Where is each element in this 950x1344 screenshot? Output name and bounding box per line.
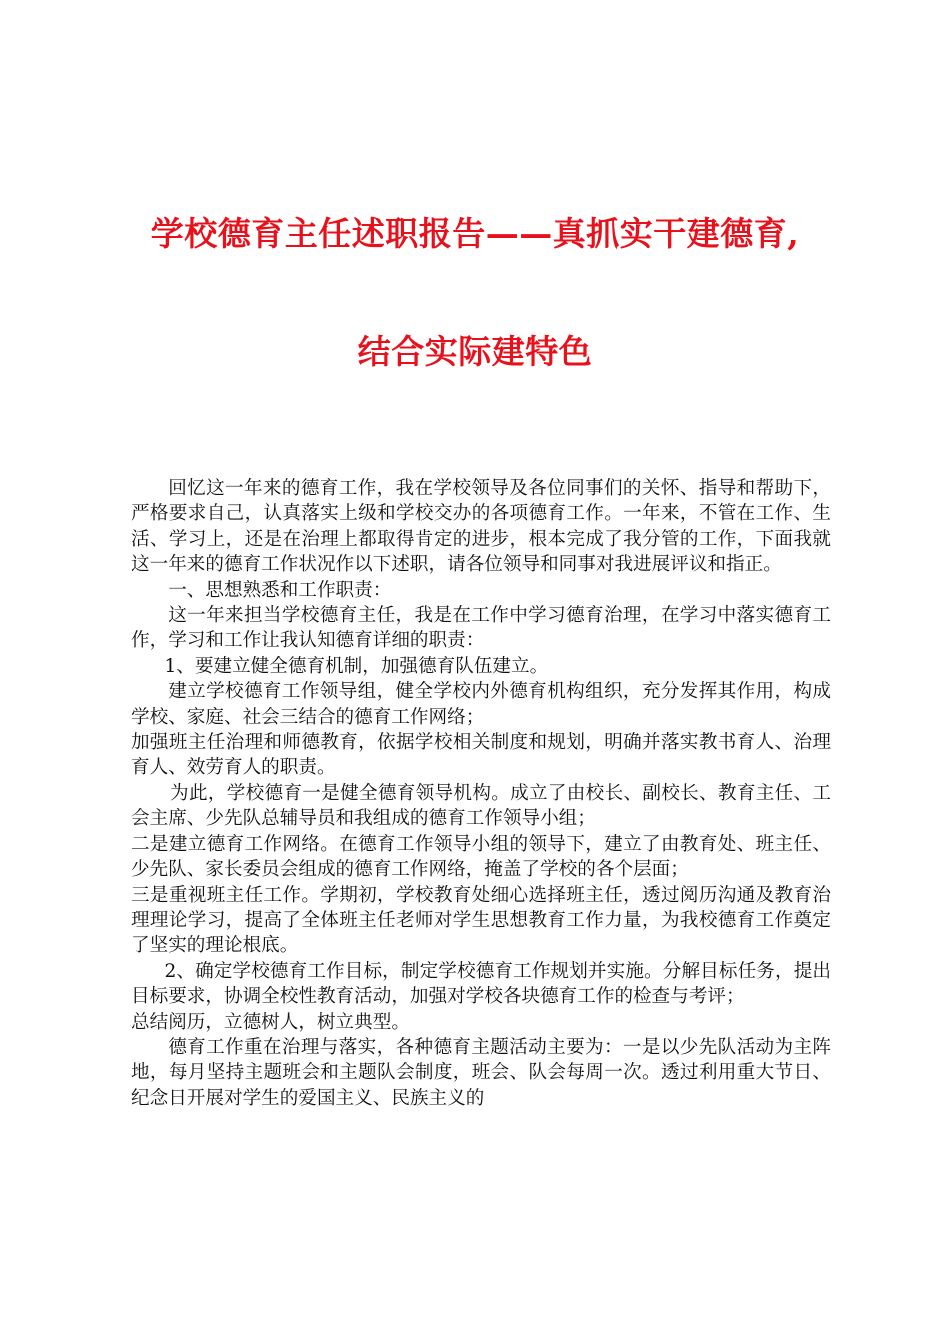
list-item-1: 1、要建立健全德育机制，加强德育队伍建立。 [164, 655, 549, 677]
list-item-2: 2、确定学校德育工作目标，制定学校德育工作规划并实施。分解目标任务，提出目标要求，协调全校性教育活动，加强对学校各块德育工作的检查与考评； [131, 960, 831, 1008]
paragraph-measures-3: 三是重视班主任工作。学期初，学校教育处细心选择班主任，透过阅历沟通及教育治理理论学习，提高了全体班主任老师对学生思想教育工作力量，为我校德育工作奠定了坚实的理论根底。 [131, 884, 831, 957]
paragraph-summary: 总结阅历，立德树人，树立典型。 [131, 1011, 410, 1033]
paragraph-activities: 德育工作重在治理与落实，各种德育主题活动主要为：一是以少先队活动为主阵地，每月坚持主题班会和主题队会制度，班会、队会每周一次。透过利用重大节日、纪念日开展对学生的爱国主义、民族主义的 [131, 1036, 831, 1109]
paragraph-intro: 回忆这一年来的德育工作，我在学校领导及各位同事们的关怀、指导和帮助下，严格要求自己，认真落实上级和学校交办的各项德育工作。一年来，不管在工作、生活、学习上，还是在治理上都取得肯定的进步，根本完成了我分管的工作，下面我就这一年来的德育工作状况作以下述职，请各位领导和同事对我进展评议和指正。 [131, 478, 831, 576]
paragraph-measures-2: 二是建立德育工作网络。在德育工作领导小组的领导下，建立了由教育处、班主任、少先队、家长委员会组成的德育工作网络，掩盖了学校的各个层面； [131, 833, 831, 881]
document-body [131, 476, 831, 1111]
paragraph-measures-1: 为此，学校德育一是健全德育领导机构。成立了由校长、副校长、教育主任、工会主席、少先队总辅导员和我组成的德育工作领导小组； [131, 782, 831, 830]
document-title-line-1: 学校德育主任述职报告——真抓实干建德育, [150, 214, 800, 253]
paragraph-duties: 这一年来担当学校德育主任，我是在工作中学习德育治理，在学习中落实德育工作，学习和工作让我认知德育详细的职责： [131, 605, 831, 652]
paragraph-leadership-group: 建立学校德育工作领导组，健全学校内外德育机构组织，充分发挥其作用，构成学校、家庭、社会三结合的德育工作网络； [131, 681, 831, 728]
section-heading-1: 一、思想熟悉和工作职责： [168, 579, 392, 601]
document-title-line-2: 结合实际建特色 [357, 332, 593, 371]
paragraph-teacher-training: 加强班主任治理和师德教育，依据学校相关制度和规划，明确并落实教书育人、治理育人、效劳育人的职责。 [131, 732, 831, 779]
